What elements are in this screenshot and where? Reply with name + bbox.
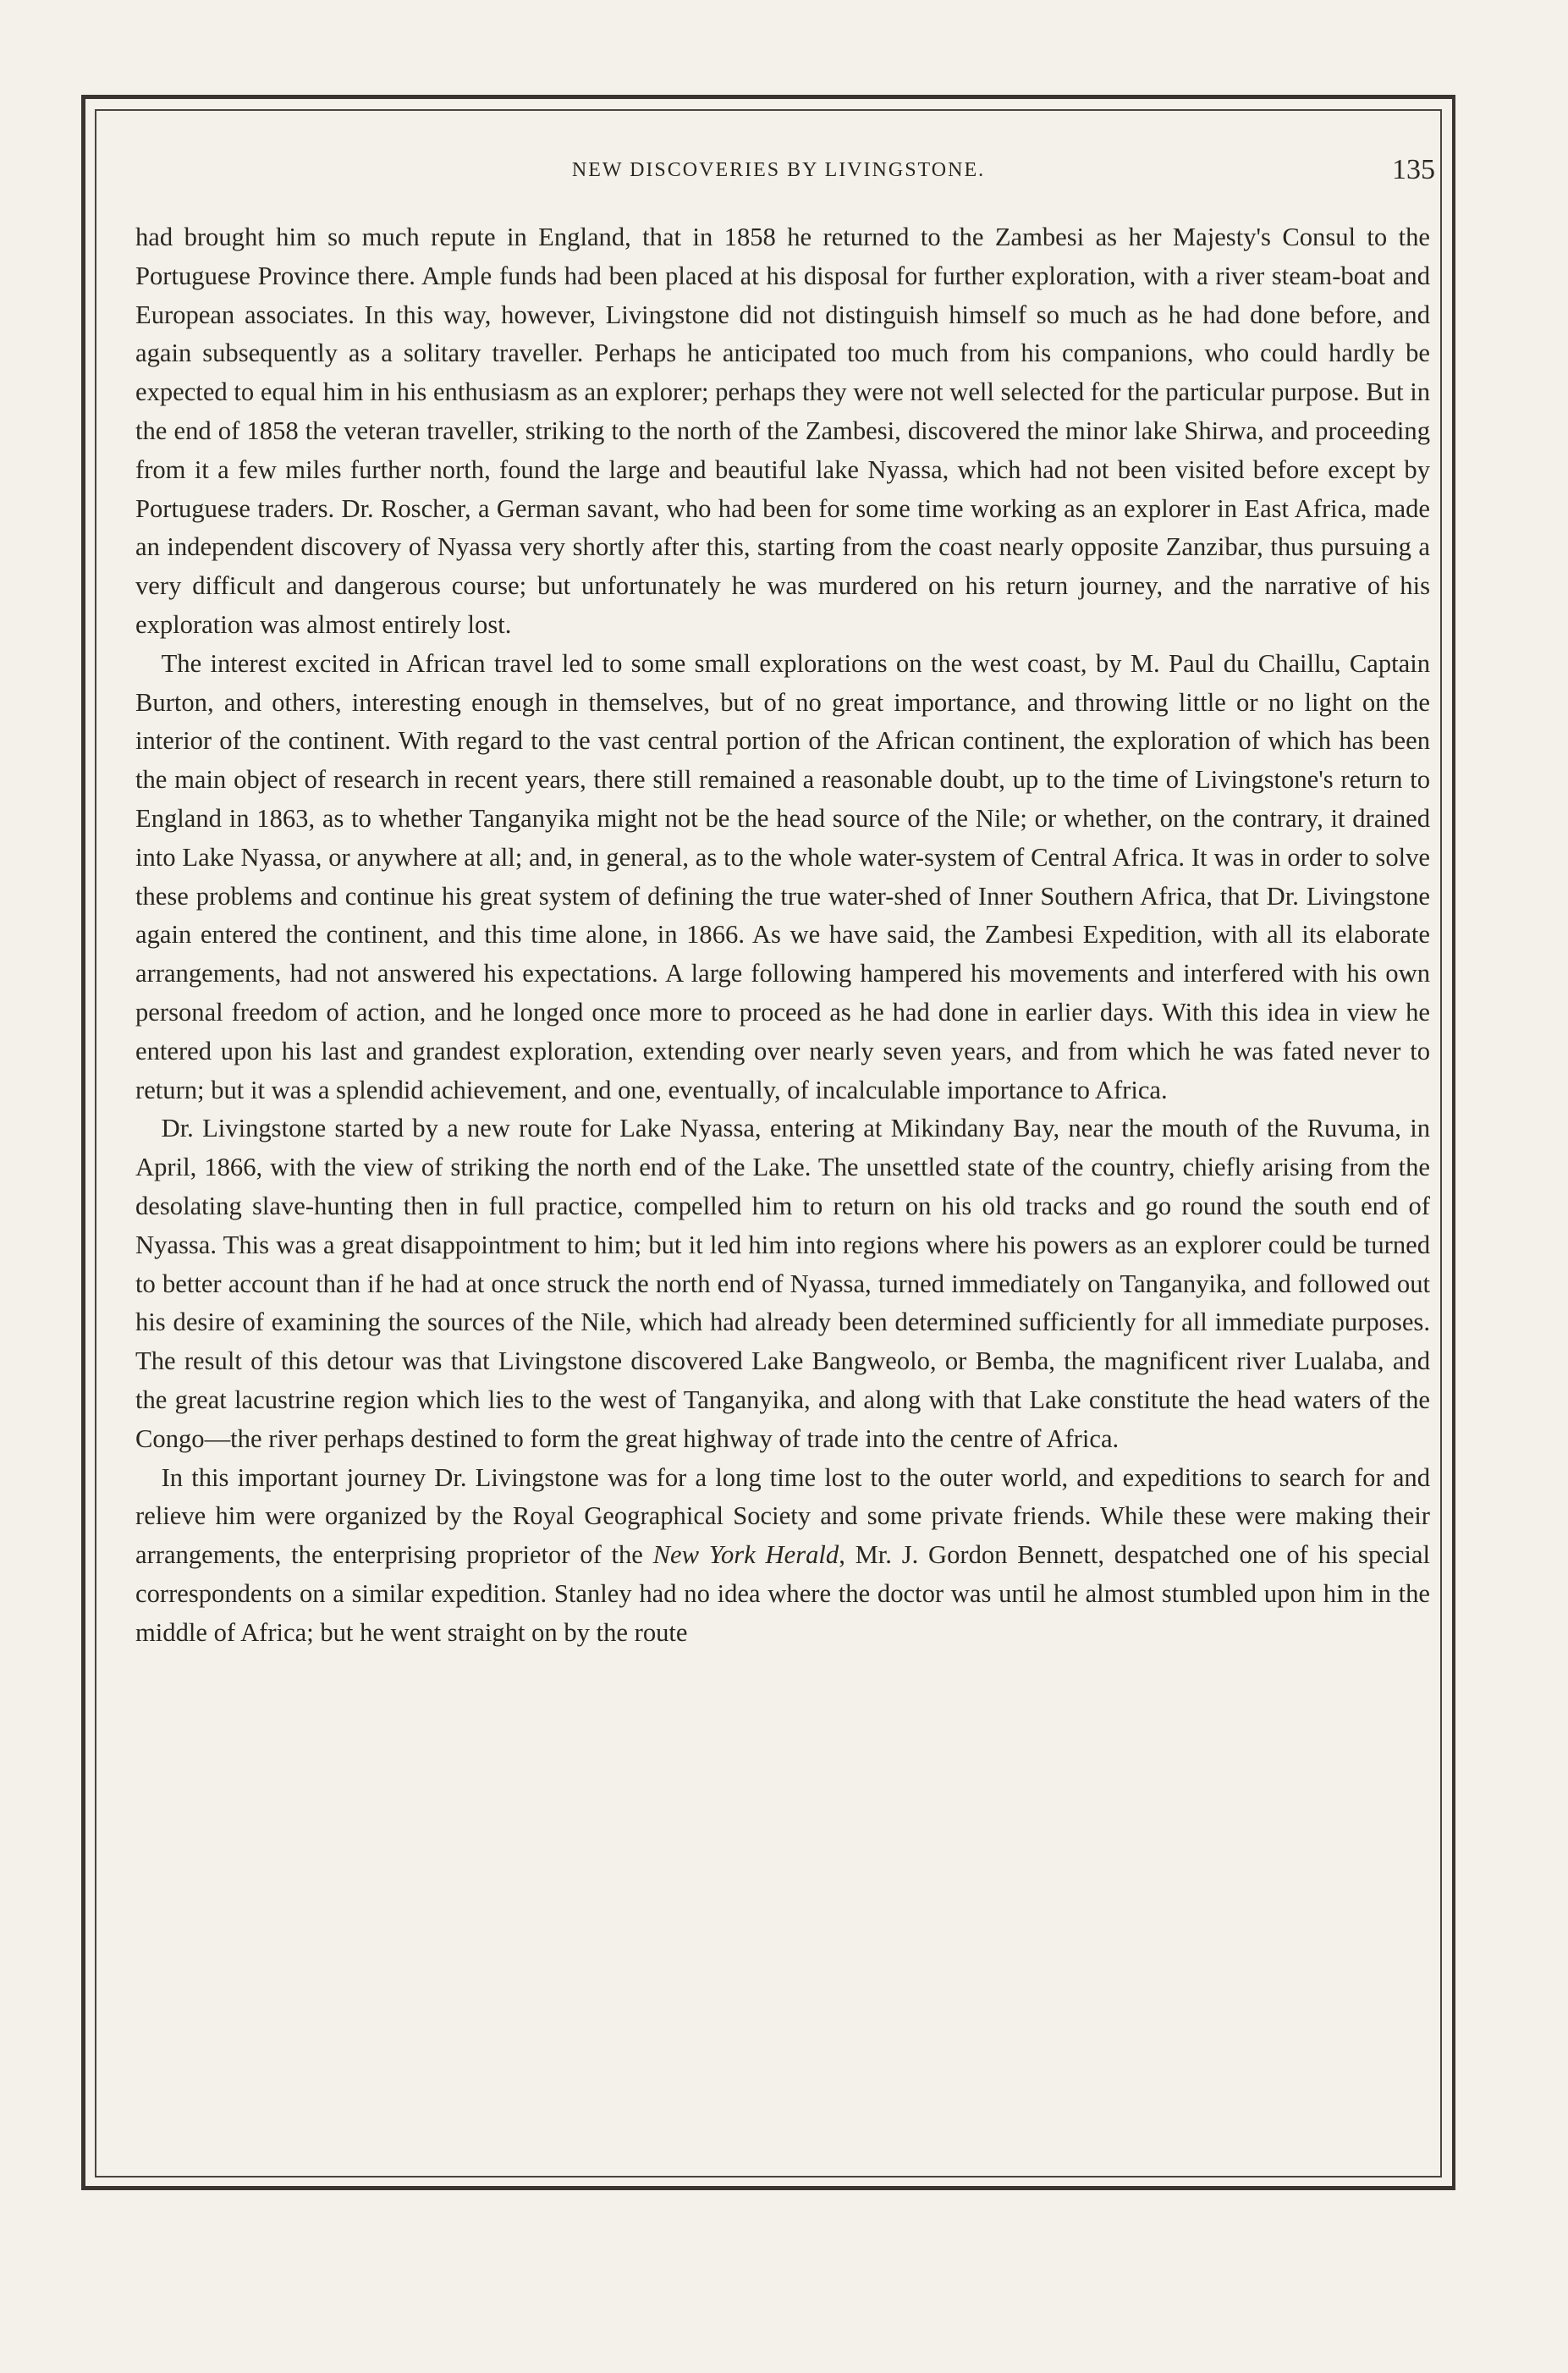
paragraph-1: had brought him so much repute in England, that in 1858 he returned to the Zambesi as her Majesty's Consul to the Portuguese Province there. Ample funds had been placed at his disposal for further exploration, with a river steam-boat and European associates. In this way, however, Livingstone did not distinguish himself so much as he had done before, and again subsequently as a solitary traveller. Perhaps he anticipated too much from his companions, who could hardly be expected to equal him in his enthusiasm as an explorer; perhaps they were not well selected for the particular purpose. But in the end of 1858 the veteran traveller, striking to the north of the Zambesi, discovered the minor lake Shirwa, and proceeding from it a few miles further north, found the large and beautiful lake Nyassa, which had not been visited before except by Portuguese traders. Dr. Roscher, a German savant, who had been for some time working as an explorer in East Africa, made an independent discovery of Nyassa very shortly after this, starting from the coast nearly opposite Zanzibar, thus pursuing a very difficult and dangerous course; but unfortunately he was murdered on his return journey, and the narrative of his exploration was almost entirely lost. (135, 223, 1430, 639)
running-head: NEW DISCOVERIES BY LIVINGSTONE. (571, 159, 986, 181)
paragraph-4 (135, 1459, 1430, 1653)
paragraph-4-text-a: In this important journey Dr. Livingstone was for a long time lost to the outer world, and expeditions to search for and relieve him were organized by the Royal Geographical Society and some private friends. While these were making their arrangements, the enterprising proprietor of the (135, 1462, 1430, 1570)
page-number: 135 (1392, 154, 1435, 185)
page-header (127, 154, 1439, 201)
paragraph-3: Dr. Livingstone started by a new route for Lake Nyassa, entering at Mikindany Bay, near the mouth of the Ruvuma, in April, 1866, with the view of striking the north end of the Lake. The unsettled state of the country, chiefly arising from the desolating slave-hunting then in full practice, compelled him to return on his old tracks and go round the south end of Nyassa. This was a great disappointment to him; but it led him into regions where his powers as an explorer could be turned to better account than if he had at once struck the north end of Nyassa, turned immediately on Tanganyika, and followed out his desire of examining the sources of the Nile, which had already been determined sufficiently for all immediate purposes. The result of this detour was that Livingstone discovered Lake Bangweolo, or Bemba, the magnificent river Lualaba, and the great lacustrine region which lies to the west of Tanganyika, and along with that Lake constitute the head waters of the Congo—the river perhaps destined to form the great highway of trade into the centre of Africa. (135, 1114, 1430, 1453)
paragraph-4-text-b: , Mr. J. Gordon Bennett, despatched one of his special correspondents on a similar expedition. Stanley had no idea where the doctor was until he almost stumbled upon him in the middle of Africa; but he went straight on by the route (135, 1540, 1430, 1647)
paragraph-2: The interest excited in African travel led to some small explorations on the west coast, by M. Paul du Chaillu, Captain Burton, and others, interesting enough in themselves, but of no great importance, and throwing little or no light on the interior of the continent. With regard to the vast central portion of the African continent, the exploration of which has been the main object of research in recent years, there still remained a reasonable doubt, up to the time of Livingstone's return to England in 1863, as to whether Tanganyika might not be the head source of the Nile; or whether, on the contrary, it drained into Lake Nyassa, or anywhere at all; and, in general, as to the whole water-system of Central Africa. It was in order to solve these problems and continue his great system of defining the true water-shed of Inner Southern Africa, that Dr. Livingstone again entered the continent, and this time alone, in 1866. As we have said, the Zambesi Expedition, with all its elaborate arrangements, had not answered his expectations. A large following hampered his movements and interfered with his own personal freedom of action, and he longed once more to proceed as he had done in earlier days. With this idea in view he entered upon his last and grandest exploration, extending over nearly seven years, and from which he was fated never to return; but it was a splendid achievement, and one, eventually, of incalculable importance to Africa. (135, 648, 1430, 1104)
newspaper-title: New York Herald (652, 1540, 839, 1570)
body-text (135, 218, 1430, 1652)
